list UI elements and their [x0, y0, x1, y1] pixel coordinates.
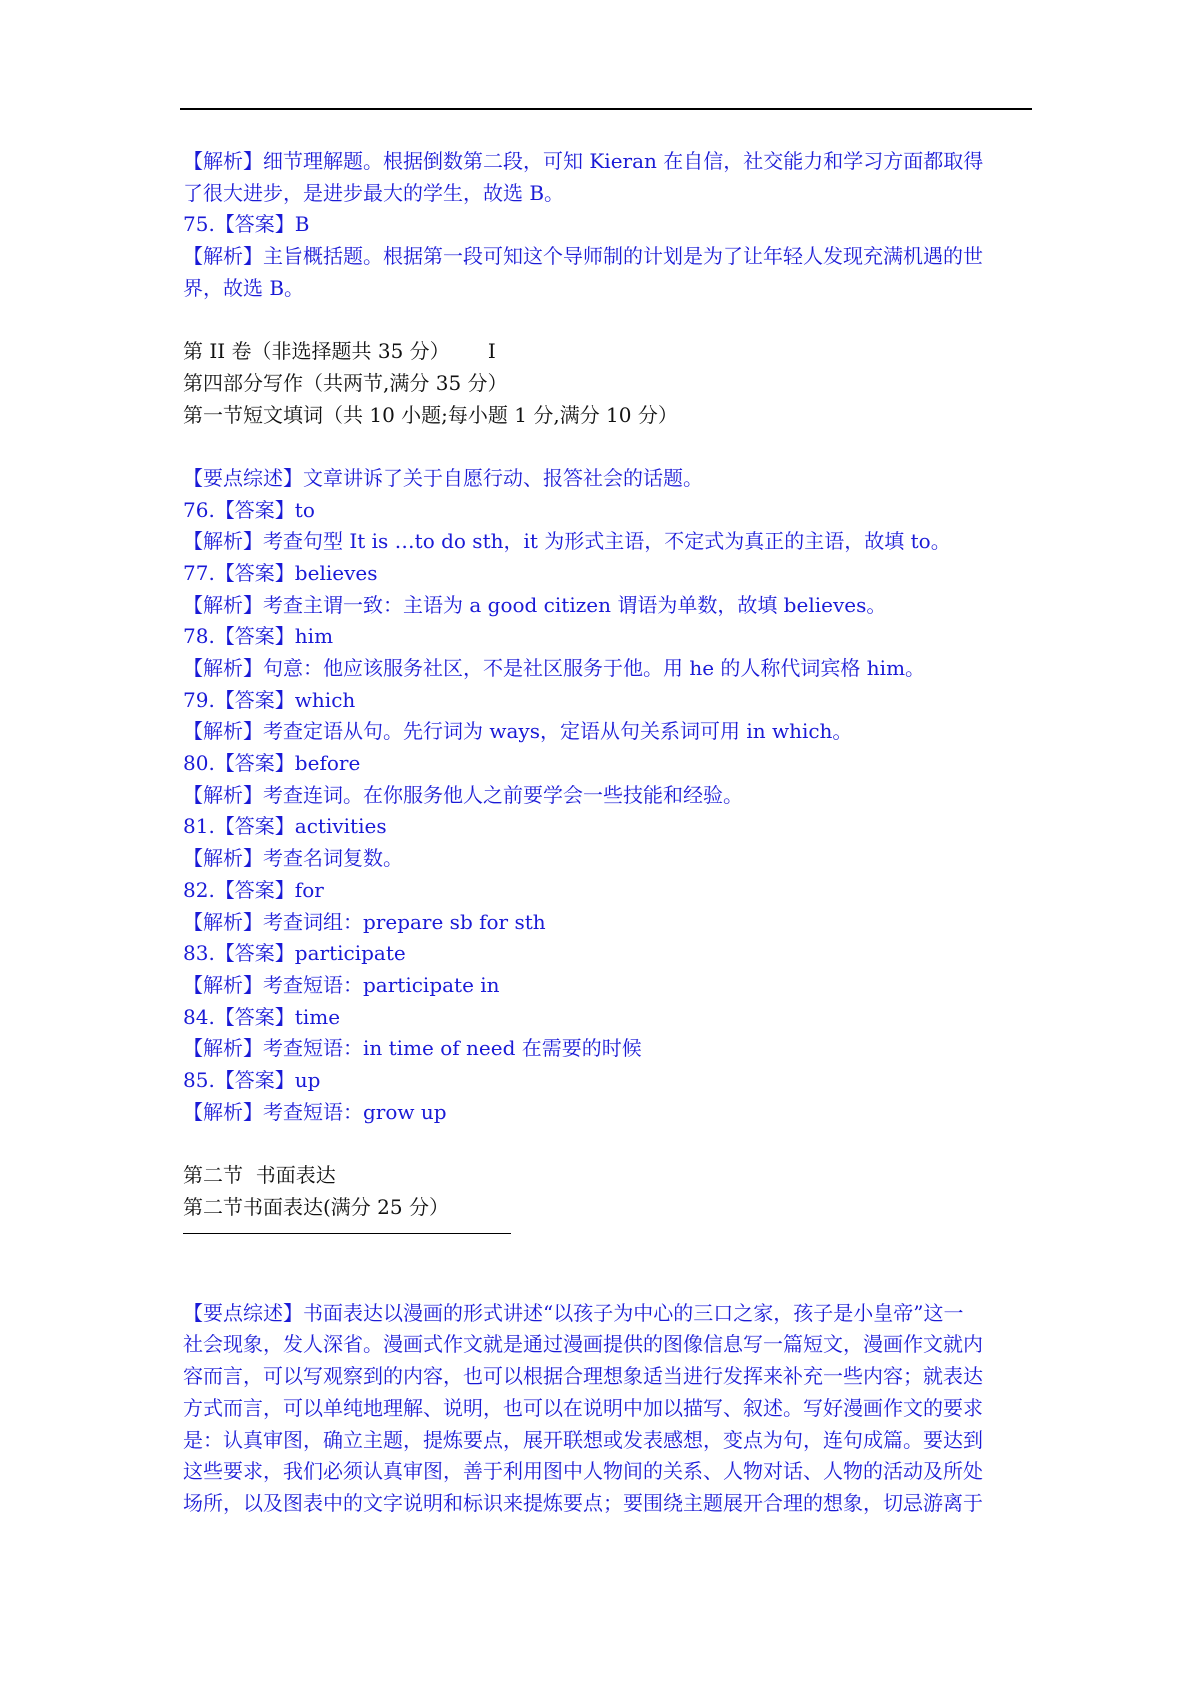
answer-76: 76.【答案】to — [183, 497, 315, 522]
analysis-83: 【解析】考查短语：participate in — [183, 972, 500, 997]
analysis-77: 【解析】考查主谓一致：主语为 a good citizen 谓语为单数，故填 believes。 — [183, 592, 887, 617]
analysis-74-line-2: 了很大进步，是进步最大的学生，故选 B。 — [183, 180, 565, 205]
part2-title: 第 II 卷（非选择题共 35 分） I — [183, 339, 496, 364]
analysis-81: 【解析】考查名词复数。 — [183, 846, 403, 871]
answer-79: 79.【答案】which — [183, 687, 356, 712]
summary-2-line-2: 社会现象，发人深省。漫画式作文就是通过漫画提供的图像信息写一篇短文，漫画作文就内 — [183, 1332, 983, 1357]
answer-84: 84.【答案】time — [183, 1004, 341, 1029]
analysis-82: 【解析】考查词组：prepare sb for sth — [183, 909, 546, 934]
answer-77: 77.【答案】believes — [183, 560, 378, 585]
summary-2-line-5: 是：认真审图，确立主题，提炼要点，展开联想或发表感想，变点为句，连句成篇。要达到 — [183, 1427, 983, 1452]
summary-2-line-4: 方式而言，可以单纯地理解、说明，也可以在说明中加以描写、叙述。写好漫画作文的要求 — [183, 1395, 983, 1420]
analysis-74-line-1: 【解析】细节理解题。根据倒数第二段，可知 Kieran 在自信，社交能力和学习方面都取得 — [183, 149, 984, 173]
section2-title: 第二节 书面表达 — [183, 1163, 336, 1187]
answer-85: 85.【答案】up — [183, 1067, 321, 1092]
section2-subtitle: 第二节书面表达(满分 25 分） — [183, 1194, 449, 1219]
summary-2-line-6: 这些要求，我们必须认真审图，善于利用图中人物间的关系、人物对话、人物的活动及所处 — [183, 1459, 983, 1484]
part4-title: 第四部分写作（共两节,满分 35 分） — [183, 370, 508, 395]
summary-2-line-1: 【要点综述】书面表达以漫画的形式讲述“以孩子为中心的三口之家，孩子是小皇帝”这一 — [183, 1300, 964, 1325]
analysis-84: 【解析】考查短语：in time of need 在需要的时候 — [183, 1036, 642, 1061]
answer-81: 81.【答案】activities — [183, 814, 387, 839]
document-content — [183, 146, 1033, 1520]
section1-title: 第一节短文填词（共 10 小题;每小题 1 分,满分 10 分） — [183, 402, 678, 427]
spacer — [183, 304, 1033, 336]
answer-83: 83.【答案】participate — [183, 941, 406, 966]
summary-1: 【要点综述】文章讲诉了关于自愿行动、报答社会的话题。 — [183, 465, 703, 490]
analysis-79: 【解析】考查定语从句。先行词为 ways，定语从句关系词可用 in which。 — [183, 719, 853, 744]
answer-80: 80.【答案】before — [183, 751, 361, 776]
summary-2-line-3: 容而言，可以写观察到的内容，也可以根据合理想象适当进行发挥来补充一些内容；就表达 — [183, 1364, 983, 1389]
spacer — [183, 1234, 1033, 1297]
analysis-75-line-1: 【解析】主旨概括题。根据第一段可知这个导师制的计划是为了让年轻人发现充满机遇的世 — [183, 244, 983, 269]
summary-2-line-7: 场所，以及图表中的文字说明和标识来提炼要点；要围绕主题展开合理的想象，切忌游离于 — [183, 1490, 983, 1515]
header-rule — [180, 108, 1032, 110]
spacer — [183, 431, 1033, 463]
answer-82: 82.【答案】for — [183, 877, 324, 902]
spacer — [183, 1128, 1033, 1160]
analysis-80: 【解析】考查连词。在你服务他人之前要学会一些技能和经验。 — [183, 782, 743, 807]
analysis-85: 【解析】考查短语：grow up — [183, 1099, 447, 1124]
analysis-76: 【解析】考查句型 It is …to do sth，it 为形式主语，不定式为真正的主语，故填 to。 — [183, 529, 951, 554]
answer-75: 75.【答案】B — [183, 212, 310, 237]
analysis-75-line-2: 界，故选 B。 — [183, 275, 305, 300]
analysis-78: 【解析】句意：他应该服务社区，不是社区服务于他。用 he 的人称代词宾格 him。 — [183, 656, 926, 680]
answer-78: 78.【答案】him — [183, 624, 334, 649]
